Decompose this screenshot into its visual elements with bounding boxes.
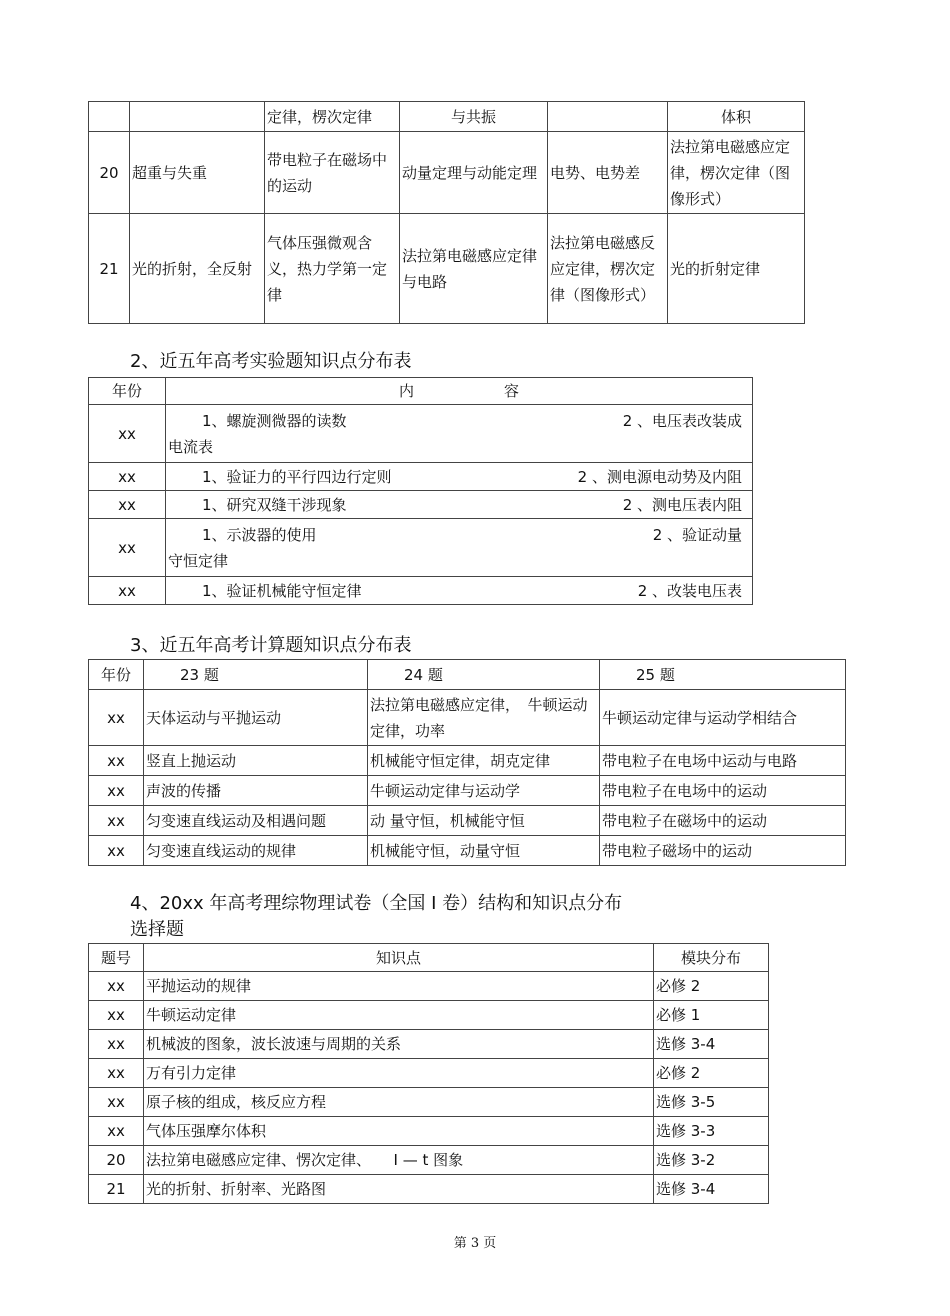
year-cell: xx — [89, 463, 166, 491]
content-header: 内 容 — [166, 378, 753, 405]
item-2-continued: 电流表 — [168, 437, 214, 456]
table-cell: 法拉第电磁感应定律与电路 — [400, 214, 548, 324]
year-cell: xx — [89, 806, 144, 836]
q23-cell: 匀变速直线运动的规律 — [144, 836, 368, 866]
q24-cell: 动 量守恒，机械能守恒 — [368, 806, 600, 836]
table-row — [89, 405, 753, 463]
table-cell — [130, 102, 265, 132]
item-1: 1、示波器的使用 — [202, 525, 317, 544]
table-row — [89, 102, 805, 132]
table-cell: 超重与失重 — [130, 132, 265, 214]
table-row — [89, 1059, 769, 1088]
num-cell: xx — [89, 1030, 144, 1059]
q24-cell: 法拉第电磁感应定律， 牛顿运动定律，功率 — [368, 690, 600, 746]
num-header: 题号 — [89, 944, 144, 972]
year-cell: xx — [89, 519, 166, 577]
year-cell: xx — [89, 746, 144, 776]
item-2-continued: 守恒定律 — [168, 551, 229, 570]
table-row — [89, 746, 846, 776]
module-cell: 选修 3-4 — [654, 1175, 769, 1204]
table-cell — [89, 102, 130, 132]
content-cell — [166, 463, 753, 491]
q24-cell: 机械能守恒定律，胡克定律 — [368, 746, 600, 776]
table-cell: 电势、电势差 — [548, 132, 668, 214]
table-cell: 法拉第电磁感反应定律，楞次定律（图像形式） — [548, 214, 668, 324]
table-row — [89, 1117, 769, 1146]
num-cell: xx — [89, 1001, 144, 1030]
table-row — [89, 1001, 769, 1030]
point-cell: 万有引力定律 — [144, 1059, 654, 1088]
year-cell: xx — [89, 690, 144, 746]
calculation-table — [88, 659, 846, 866]
q23-cell: 匀变速直线运动及相遇问题 — [144, 806, 368, 836]
table-row — [89, 1088, 769, 1117]
table-row — [89, 836, 846, 866]
table-row — [89, 1030, 769, 1059]
module-header: 模块分布 — [654, 944, 769, 972]
point-cell: 机械波的图象，波长波速与周期的关系 — [144, 1030, 654, 1059]
num-cell: xx — [89, 1059, 144, 1088]
year-cell: xx — [89, 405, 166, 463]
point-cell: 气体压强摩尔体积 — [144, 1117, 654, 1146]
table-cell: 法拉第电磁感应定律，楞次定律（图像形式） — [668, 132, 805, 214]
item-1: 1、验证力的平行四边行定则 — [202, 467, 392, 486]
table-row — [89, 1175, 769, 1204]
q23-cell: 声波的传播 — [144, 776, 368, 806]
num-cell: 20 — [89, 1146, 144, 1175]
module-cell: 必修 1 — [654, 1001, 769, 1030]
page-number: 第 3 页 — [453, 1236, 497, 1251]
num-cell: 21 — [89, 1175, 144, 1204]
q25-cell: 带电粒子在电场中运动与电路 — [600, 746, 846, 776]
item-1: 1、研究双缝干涉现象 — [202, 495, 347, 514]
table-cell: 21 — [89, 214, 130, 324]
table-row — [89, 690, 846, 746]
content-cell — [166, 405, 753, 463]
point-cell: 法拉第电磁感应定律、愣次定律、 I — t 图象 — [144, 1146, 654, 1175]
table-cell: 气体压强微观含义，热力学第一定律 — [265, 214, 400, 324]
table-header-row — [89, 378, 753, 405]
section-2-title: 2、近五年高考实验题知识点分布表 — [130, 351, 412, 372]
q24-header: 24 题 — [368, 660, 600, 690]
module-cell: 选修 3-3 — [654, 1117, 769, 1146]
item-2: 2 、测电源电动势及内阻 — [577, 467, 742, 486]
table-row — [89, 776, 846, 806]
module-cell: 必修 2 — [654, 972, 769, 1001]
year-header: 年份 — [89, 378, 166, 405]
item-2: 2 、电压表改装成 — [622, 411, 742, 430]
year-cell: xx — [89, 836, 144, 866]
q23-header: 23 题 — [144, 660, 368, 690]
table-row — [89, 491, 753, 519]
content-cell — [166, 491, 753, 519]
year-header: 年份 — [89, 660, 144, 690]
num-cell: xx — [89, 972, 144, 1001]
table-row — [89, 1146, 769, 1175]
year-cell: xx — [89, 776, 144, 806]
table-cell: 20 — [89, 132, 130, 214]
table-row — [89, 972, 769, 1001]
table-cell — [548, 102, 668, 132]
table-cell: 动量定理与动能定理 — [400, 132, 548, 214]
q25-header: 25 题 — [600, 660, 846, 690]
point-cell: 平抛运动的规律 — [144, 972, 654, 1001]
item-2: 2 、测电压表内阻 — [622, 495, 742, 514]
q25-cell: 带电粒子在电场中的运动 — [600, 776, 846, 806]
q24-cell: 机械能守恒，动量守恒 — [368, 836, 600, 866]
table-row — [89, 463, 753, 491]
module-cell: 选修 3-4 — [654, 1030, 769, 1059]
q25-cell: 带电粒子磁场中的运动 — [600, 836, 846, 866]
q25-cell: 带电粒子在磁场中的运动 — [600, 806, 846, 836]
q24-cell: 牛顿运动定律与运动学 — [368, 776, 600, 806]
section-4-subtitle: 选择题 — [130, 919, 184, 940]
table-header-row — [89, 660, 846, 690]
year-cell: xx — [89, 491, 166, 519]
num-cell: xx — [89, 1117, 144, 1146]
section-3-title: 3、近五年高考计算题知识点分布表 — [130, 635, 412, 656]
table-row — [89, 577, 753, 605]
year-cell: xx — [89, 577, 166, 605]
module-cell: 必修 2 — [654, 1059, 769, 1088]
experiment-table — [88, 377, 753, 605]
q23-cell: 竖直上抛运动 — [144, 746, 368, 776]
item-1: 1、验证机械能守恒定律 — [202, 581, 362, 600]
module-cell: 选修 3-2 — [654, 1146, 769, 1175]
point-cell: 牛顿运动定律 — [144, 1001, 654, 1030]
table-cell: 光的折射，全反射 — [130, 214, 265, 324]
table-cell: 与共振 — [400, 102, 548, 132]
section-4-title: 4、20xx 年高考理综物理试卷（全国 I 卷）结构和知识点分布 — [130, 893, 623, 914]
item-1: 1、螺旋测微器的读数 — [202, 411, 347, 430]
content-cell — [166, 519, 753, 577]
table-row — [89, 132, 805, 214]
q25-cell: 牛顿运动定律与运动学相结合 — [600, 690, 846, 746]
table-row — [89, 519, 753, 577]
table-header-row — [89, 944, 769, 972]
module-cell: 选修 3-5 — [654, 1088, 769, 1117]
table-cell: 光的折射定律 — [668, 214, 805, 324]
num-cell: xx — [89, 1088, 144, 1117]
content-cell — [166, 577, 753, 605]
point-cell: 原子核的组成，核反应方程 — [144, 1088, 654, 1117]
table-cell: 带电粒子在磁场中的运动 — [265, 132, 400, 214]
table-row — [89, 806, 846, 836]
table-cell: 定律，楞次定律 — [265, 102, 400, 132]
structure-table — [88, 943, 769, 1204]
table-continuation — [88, 101, 805, 324]
table-cell: 体积 — [668, 102, 805, 132]
item-2: 2 、验证动量 — [652, 525, 742, 544]
q23-cell: 天体运动与平抛运动 — [144, 690, 368, 746]
point-cell: 光的折射、折射率、光路图 — [144, 1175, 654, 1204]
point-header: 知识点 — [144, 944, 654, 972]
item-2: 2 、改装电压表 — [637, 581, 742, 600]
table-row — [89, 214, 805, 324]
